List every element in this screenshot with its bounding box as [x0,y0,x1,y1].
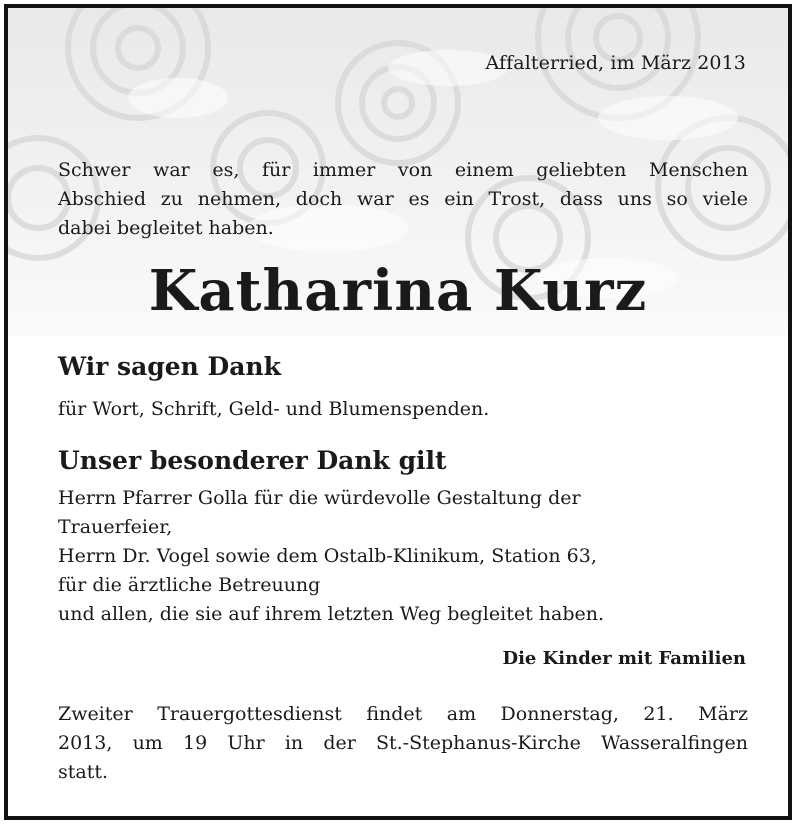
deceased-name: Katharina Kurz [148,258,648,324]
service-line: statt. [58,761,109,783]
special-thanks-line: und allen, die sie auf ihrem letzten Weg begleitet haben. [58,603,604,625]
special-thanks-line: Herrn Dr. Vogel sowie dem Ostalb-Klinikum, Station 63, [58,545,597,567]
thanks-heading: Wir sagen Dank [58,352,281,381]
special-thanks-text [58,484,604,629]
special-thanks-heading: Unser besonderer Dank gilt [58,446,447,475]
intro-line: dabei begleitet haben. [58,217,274,239]
thanks-text: für Wort, Schrift, Geld- und Blumenspenden. [58,398,490,420]
intro-line: Schwer war es, für immer von einem geliebten Menschen [58,159,748,181]
special-thanks-line: Herrn Pfarrer Golla für die würdevolle Gestaltung der [58,487,581,509]
place-date: Affalterried, im März 2013 [485,52,746,74]
notice-content [8,8,788,816]
intro-paragraph [58,156,748,243]
signature: Die Kinder mit Familien [502,648,746,669]
service-line: Zweiter Trauergottesdienst findet am Donnerstag, 21. März [58,703,748,725]
intro-line: Abschied zu nehmen, doch war es ein Trost, dass uns so viele [58,188,748,210]
special-thanks-line: für die ärztliche Betreuung [58,574,321,596]
service-line: 2013, um 19 Uhr in der St.-Stephanus-Kirche Wasseralfingen [58,732,748,754]
service-paragraph [58,700,748,787]
obituary-notice [4,4,792,820]
special-thanks-line: Trauerfeier, [58,516,173,538]
